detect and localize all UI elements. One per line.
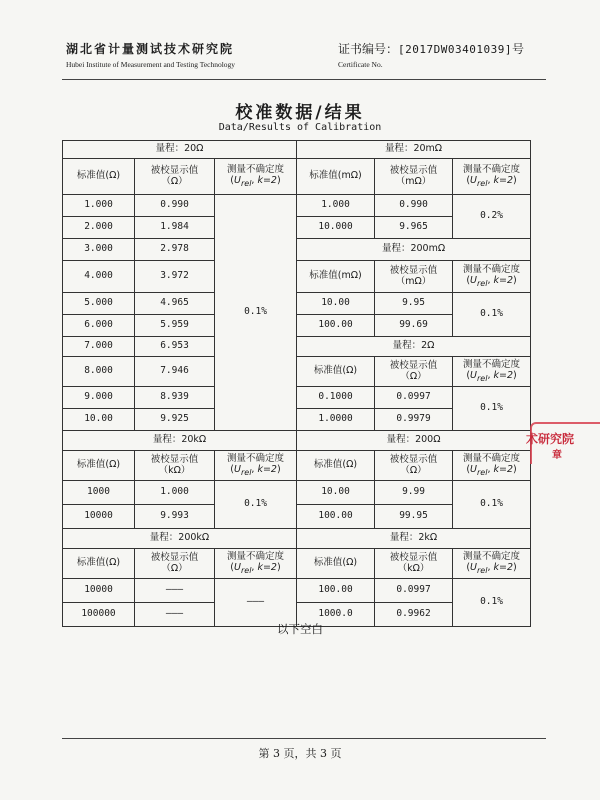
column-header-uncertainty: 测量不确定度 ($U_{rel}$, k=2) (453, 261, 531, 293)
column-header-uncertainty: 测量不确定度 ($U_{rel}$, k=2) (453, 451, 531, 481)
table-cell-uncertainty: 0.1% (215, 195, 297, 431)
institute-name-en: Hubei Institute of Measurement and Testing Technology (66, 60, 236, 69)
table-cell-standard: 3.000 (63, 239, 135, 261)
table-cell-display: ——— (135, 579, 215, 603)
table-cell-standard: 5.000 (63, 293, 135, 315)
column-header-uncertainty: 测量不确定度 ($U_{rel}$, k=2) (215, 451, 297, 481)
table-cell-standard: 100000 (63, 603, 135, 627)
table-cell-standard: 10000 (63, 579, 135, 603)
header-right (338, 40, 524, 69)
page-title: 校准数据/结果 (235, 103, 365, 123)
column-header-standard: 标准值(Ω) (297, 357, 375, 387)
table-cell-standard: 6.000 (63, 315, 135, 337)
official-seal-stamp (524, 418, 600, 464)
table-cell-standard: 10.00 (297, 481, 375, 505)
column-header-standard: 标准值(Ω) (297, 549, 375, 579)
column-header-display: 被校显示值 （Ω） (375, 451, 453, 481)
page-subtitle: Data/Results of Calibration (218, 122, 382, 133)
table-cell-standard: 0.1000 (297, 387, 375, 409)
table-cell-display: ——— (135, 603, 215, 627)
table-cell-standard: 10000 (63, 505, 135, 529)
table-cell-uncertainty: 0.1% (215, 481, 297, 529)
seal-text: 章 (552, 450, 562, 461)
seal-text: 术研究院 (526, 432, 575, 446)
column-header-display: 被校显示值 （mΩ） (375, 159, 453, 195)
column-header-uncertainty: 测量不确定度 ($U_{rel}$, k=2) (453, 549, 531, 579)
table-cell-display: 99.69 (375, 315, 453, 337)
column-header-display: 被校显示值 （Ω） (135, 549, 215, 579)
table-cell-standard: 100.00 (297, 579, 375, 603)
column-header-uncertainty: 测量不确定度 ($U_{rel}$, k=2) (215, 159, 297, 195)
section-range-2kohm: 量程：2kΩ (297, 529, 531, 549)
column-header-display: 被校显示值 （Ω） (135, 159, 215, 195)
table-cell-display: 9.925 (135, 409, 215, 431)
header-divider (62, 79, 546, 80)
table-cell-display: 99.95 (375, 505, 453, 529)
table-cell-display: 3.972 (135, 261, 215, 293)
table-cell-standard: 10.00 (297, 293, 375, 315)
table-cell-display: 9.99 (375, 481, 453, 505)
certificate-suffix: 号 (511, 42, 524, 56)
blank-below-note: 以下空白 (277, 622, 323, 636)
certificate-line (338, 40, 524, 57)
table-cell-display: 0.9962 (375, 603, 453, 627)
header-left (66, 40, 235, 69)
table-cell-display: 0.9979 (375, 409, 453, 431)
table-cell-uncertainty: 0.1% (453, 579, 531, 627)
table-cell-standard: 10.00 (63, 409, 135, 431)
column-header-uncertainty: 测量不确定度 ($U_{rel}$, k=2) (215, 549, 297, 579)
table-cell-display: 1.984 (135, 217, 215, 239)
certificate-label: 证书编号： (338, 42, 399, 56)
table-cell-standard: 100.00 (297, 315, 375, 337)
table-cell-standard: 4.000 (63, 261, 135, 293)
section-range-200kohm: 量程：200kΩ (63, 529, 297, 549)
column-header-standard: 标准值(Ω) (63, 159, 135, 195)
footer-divider (62, 738, 546, 739)
column-header-standard: 标准值(Ω) (63, 549, 135, 579)
column-header-standard: 标准值(Ω) (63, 451, 135, 481)
table-cell-standard: 1000 (63, 481, 135, 505)
column-header-uncertainty: 测量不确定度 ($U_{rel}$, k=2) (453, 159, 531, 195)
column-header-standard: 标准值(mΩ) (297, 261, 375, 293)
column-header-display: 被校显示值 （mΩ） (375, 261, 453, 293)
table-cell-uncertainty: 0.1% (453, 481, 531, 529)
table-cell-uncertainty: 0.1% (453, 387, 531, 431)
column-header-standard: 标准值(mΩ) (297, 159, 375, 195)
certificate-number: [2017DW03401039] (398, 43, 512, 56)
table-cell-display: 7.946 (135, 357, 215, 387)
section-range-20mohm: 量程：20mΩ (297, 141, 531, 159)
table-cell-display: 5.959 (135, 315, 215, 337)
table-cell-display: 9.95 (375, 293, 453, 315)
table-cell-standard: 100.00 (297, 505, 375, 529)
table-cell-standard: 10.000 (297, 217, 375, 239)
table-cell-standard: 1.0000 (297, 409, 375, 431)
table-cell-standard: 8.000 (63, 357, 135, 387)
table-cell-standard: 1.000 (297, 195, 375, 217)
table-cell-display: 0.990 (375, 195, 453, 217)
column-header-display: 被校显示值 （kΩ） (375, 549, 453, 579)
table-cell-display: 9.993 (135, 505, 215, 529)
column-header-display: 被校显示值 （kΩ） (135, 451, 215, 481)
section-range-20kohm: 量程：20kΩ (63, 431, 297, 451)
column-header-standard: 标准值(Ω) (297, 451, 375, 481)
calibration-table (62, 140, 531, 627)
table-cell-standard: 9.000 (63, 387, 135, 409)
table-cell-standard: 1.000 (63, 195, 135, 217)
table-cell-standard: 2.000 (63, 217, 135, 239)
table-cell-display: 0.0997 (375, 579, 453, 603)
table-cell-standard: 7.000 (63, 337, 135, 357)
table-cell-display: 2.978 (135, 239, 215, 261)
page-number: 第 3 页，共 3 页 (258, 747, 342, 760)
column-header-display: 被校显示值 （Ω） (375, 357, 453, 387)
certificate-label-en: Certificate No. (338, 60, 383, 69)
column-header-uncertainty: 测量不确定度 ($U_{rel}$, k=2) (453, 357, 531, 387)
table-cell-display: 9.965 (375, 217, 453, 239)
table-cell-standard: 1000.0 (297, 603, 375, 627)
table-cell-display: 4.965 (135, 293, 215, 315)
table-cell-display: 6.953 (135, 337, 215, 357)
section-range-20ohm: 量程：20Ω (63, 141, 297, 159)
institute-name-cn: 湖北省计量测试技术研究院 (66, 42, 235, 56)
table-cell-uncertainty: 0.2% (453, 195, 531, 239)
table-cell-display: 0.0997 (375, 387, 453, 409)
section-range-200ohm: 量程：200Ω (297, 431, 531, 451)
table-cell-uncertainty: 0.1% (453, 293, 531, 337)
table-cell-display: 0.990 (135, 195, 215, 217)
section-range-200mohm: 量程：200mΩ (297, 239, 531, 261)
table-cell-display: 8.939 (135, 387, 215, 409)
table-cell-uncertainty: ——— (215, 579, 297, 627)
section-range-2ohm: 量程：2Ω (297, 337, 531, 357)
table-cell-display: 1.000 (135, 481, 215, 505)
